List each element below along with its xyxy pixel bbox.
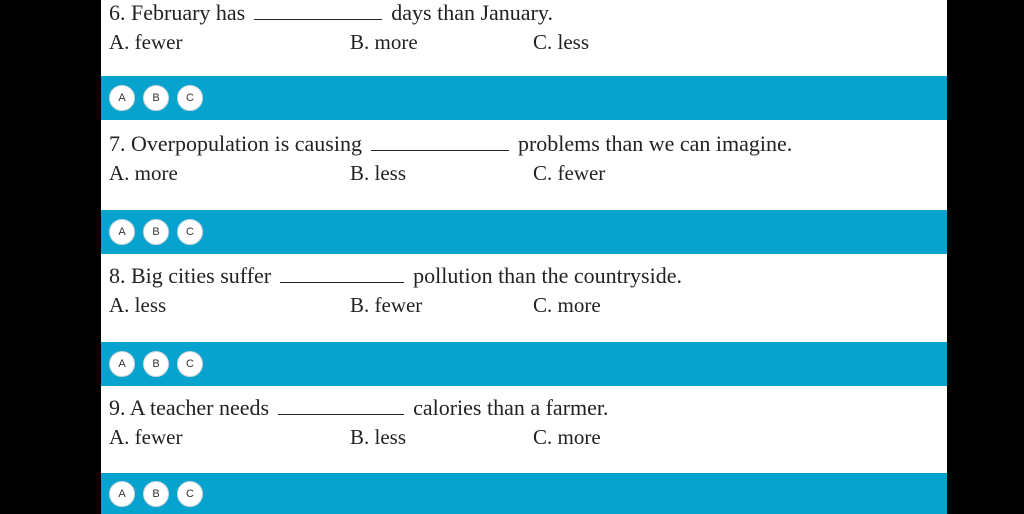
answer-bar-6 bbox=[101, 76, 947, 120]
answer-c-button[interactable]: C bbox=[177, 85, 203, 111]
answer-c-button[interactable]: C bbox=[177, 481, 203, 507]
options-row bbox=[101, 292, 947, 318]
option-c: C. less bbox=[533, 30, 590, 54]
option-b: B. less bbox=[350, 161, 407, 185]
answer-a-button[interactable]: A bbox=[109, 351, 135, 377]
question-number: 6. bbox=[109, 0, 126, 25]
option-b: B. fewer bbox=[350, 293, 423, 317]
answer-b-button[interactable]: B bbox=[143, 219, 169, 245]
question-text-after: pollution than the countryside. bbox=[413, 263, 682, 288]
answer-a-button[interactable]: A bbox=[109, 481, 135, 507]
answer-c-button[interactable]: C bbox=[177, 219, 203, 245]
option-c: C. more bbox=[533, 425, 601, 449]
option-c: C. fewer bbox=[533, 161, 606, 185]
option-b: B. less bbox=[350, 425, 407, 449]
question-stem bbox=[109, 263, 682, 289]
option-a: A. fewer bbox=[109, 425, 183, 449]
options-row bbox=[101, 160, 947, 186]
answer-blank bbox=[254, 1, 382, 20]
option-a: A. fewer bbox=[109, 30, 183, 54]
question-text-after: problems than we can imagine. bbox=[517, 131, 793, 156]
options-row bbox=[101, 29, 947, 55]
answer-bar-7 bbox=[101, 210, 947, 254]
option-b: B. more bbox=[350, 30, 418, 54]
question-text-before: February has bbox=[131, 0, 246, 25]
option-c: C. more bbox=[533, 293, 601, 317]
question-number: 8. bbox=[109, 263, 126, 288]
answer-bar-8 bbox=[101, 342, 947, 386]
question-text-after: days than January. bbox=[391, 0, 553, 25]
question-text-before: Overpopulation is causing bbox=[131, 131, 362, 156]
answer-blank bbox=[280, 264, 404, 283]
quiz-page bbox=[101, 0, 947, 514]
option-a: A. less bbox=[109, 293, 167, 317]
question-7 bbox=[101, 131, 947, 210]
question-text-before: Big cities suffer bbox=[131, 263, 272, 288]
question-stem bbox=[109, 131, 792, 157]
answer-a-button[interactable]: A bbox=[109, 219, 135, 245]
question-8 bbox=[101, 263, 947, 342]
question-stem bbox=[109, 0, 553, 26]
answer-blank bbox=[371, 132, 509, 151]
question-number: 9. bbox=[109, 395, 126, 420]
question-number: 7. bbox=[109, 131, 126, 156]
answer-blank bbox=[278, 396, 404, 415]
question-9 bbox=[101, 395, 947, 473]
answer-b-button[interactable]: B bbox=[143, 481, 169, 507]
answer-b-button[interactable]: B bbox=[143, 85, 169, 111]
option-a: A. more bbox=[109, 161, 178, 185]
answer-a-button[interactable]: A bbox=[109, 85, 135, 111]
options-row bbox=[101, 424, 947, 450]
answer-c-button[interactable]: C bbox=[177, 351, 203, 377]
question-text-after: calories than a farmer. bbox=[413, 395, 609, 420]
answer-b-button[interactable]: B bbox=[143, 351, 169, 377]
question-6 bbox=[101, 0, 947, 76]
question-text-before: A teacher needs bbox=[129, 395, 270, 420]
answer-bar-9 bbox=[101, 473, 947, 514]
question-stem bbox=[109, 395, 609, 421]
